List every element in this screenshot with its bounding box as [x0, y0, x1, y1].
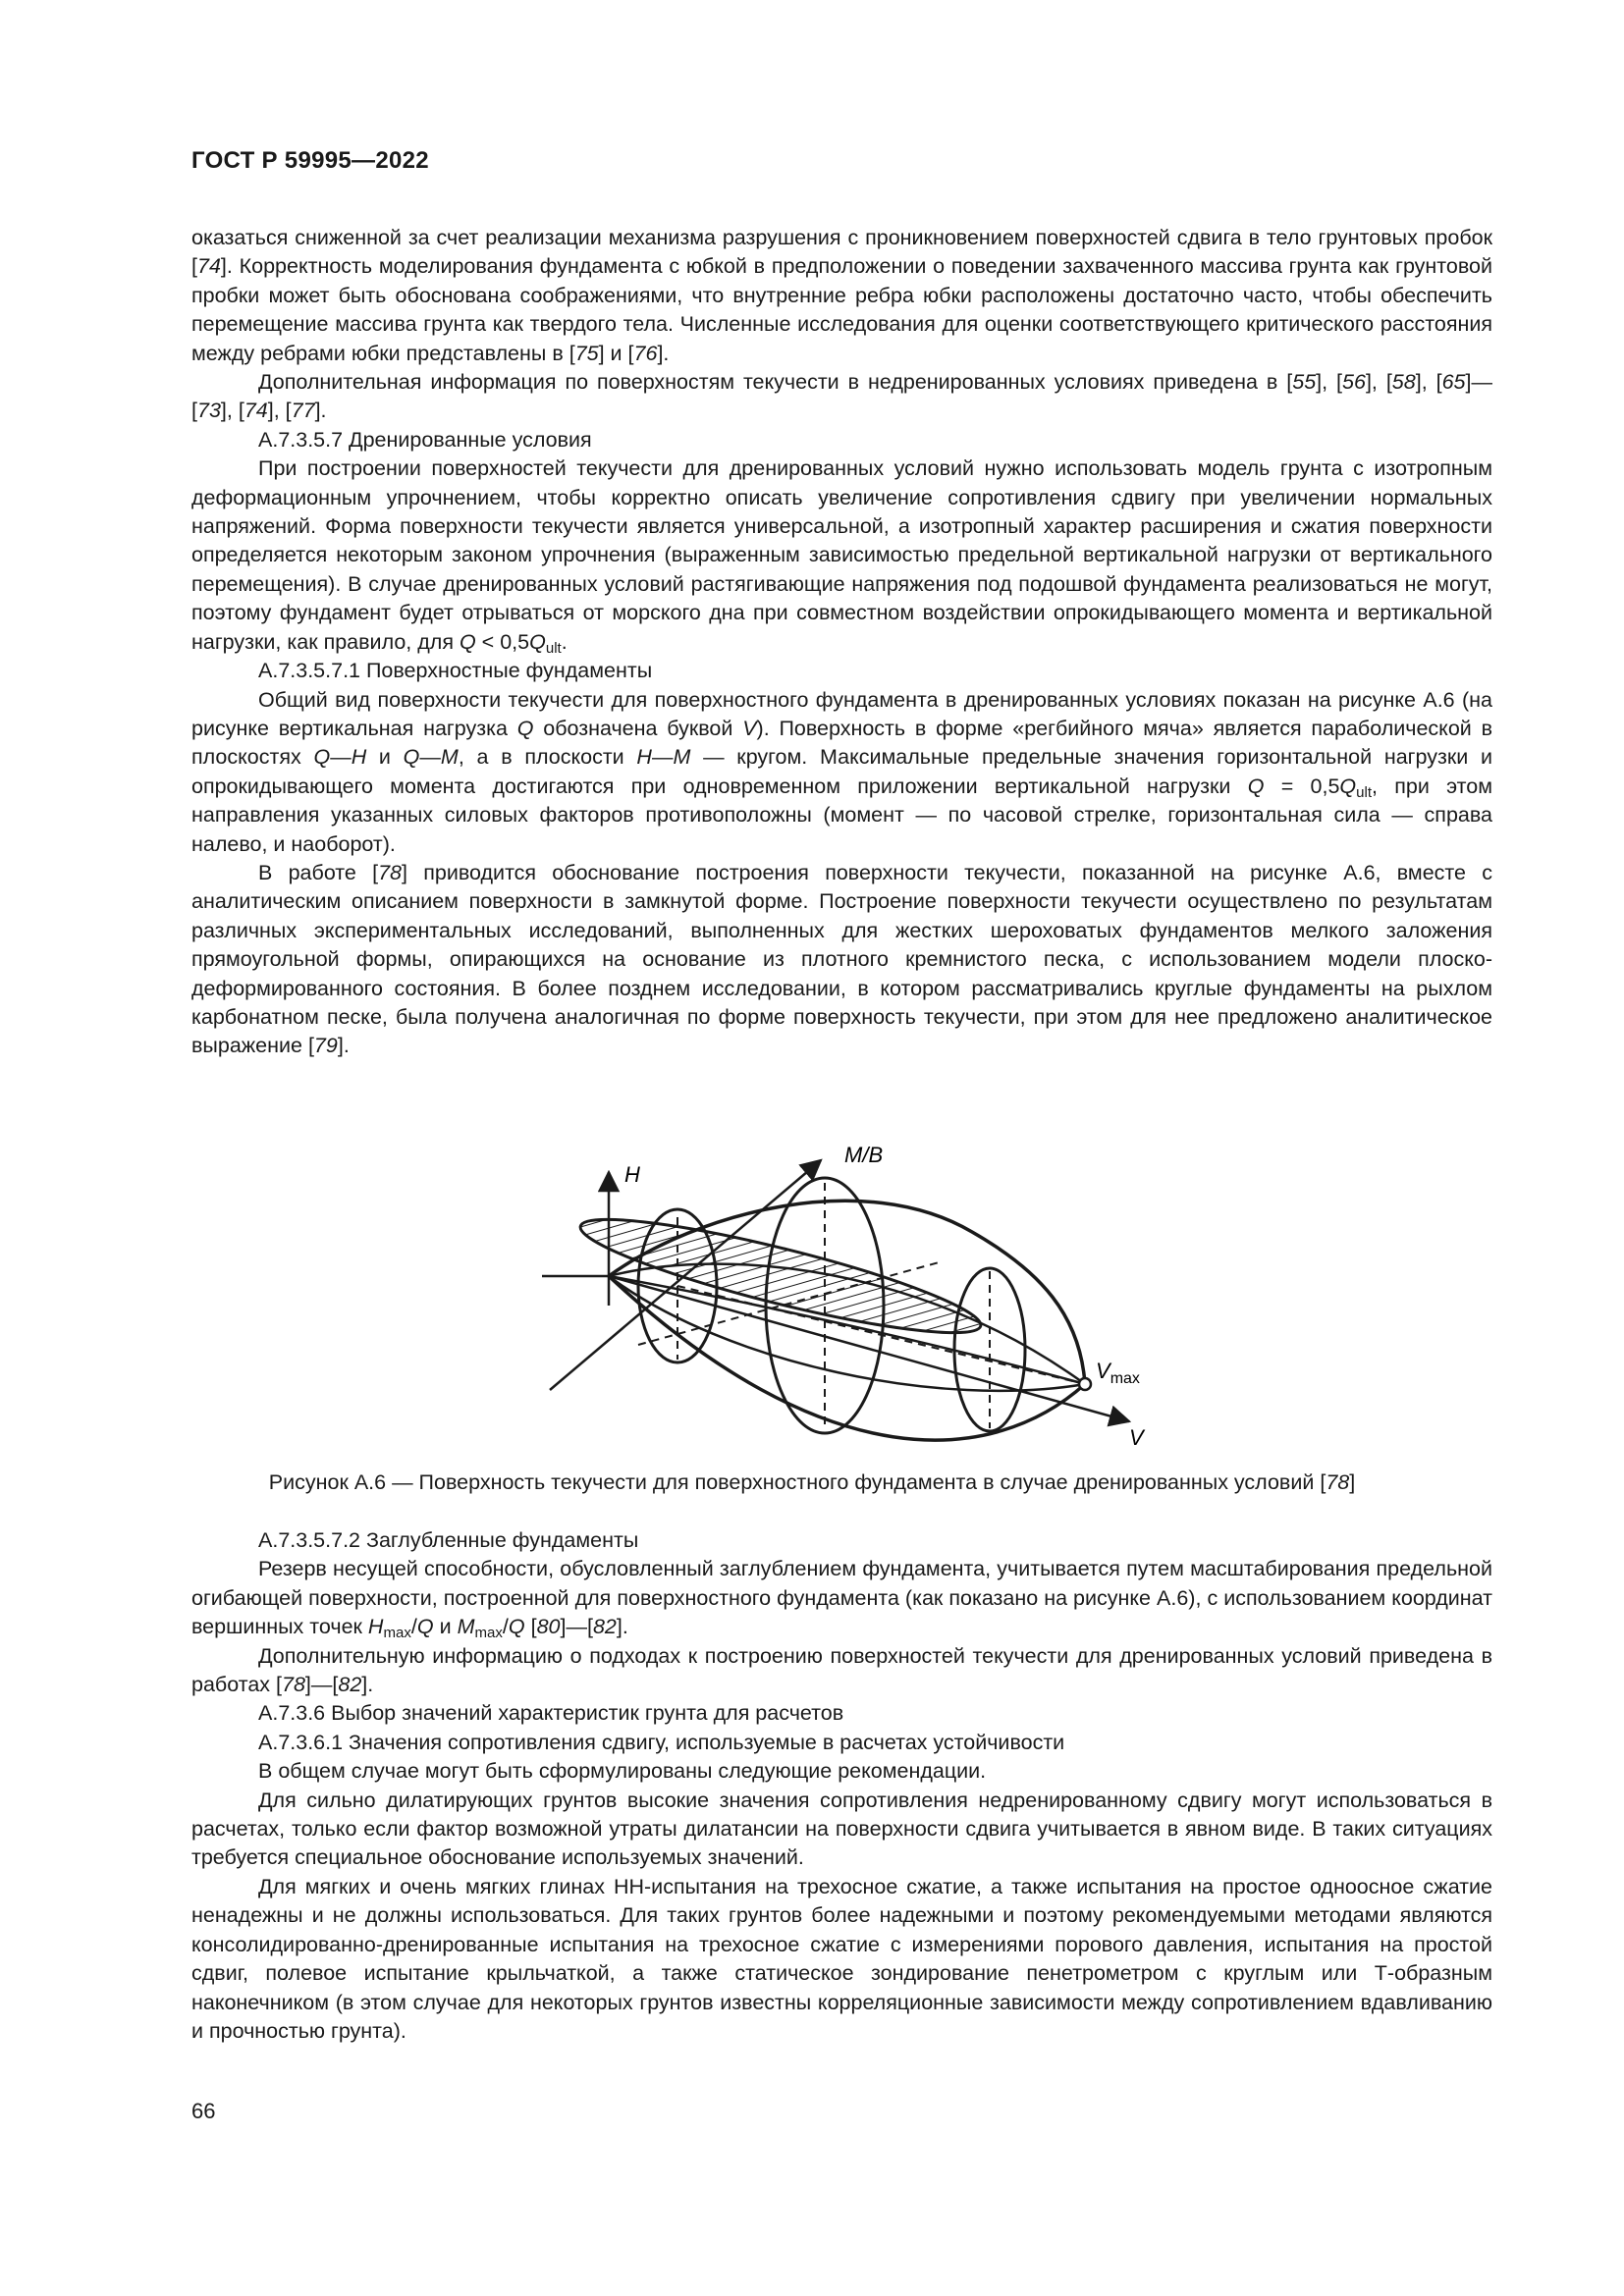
vmax-point: [1079, 1378, 1091, 1390]
body-text-bottom: [191, 1526, 1492, 2046]
top-paragraph: В работе [78] приводится обоснование построения поверхности текучести, показанной на рисунке А.6, вместе с аналитическим описанием поверхности в замкнутой форме. Построение поверхности текучести осуществлено по результатам различных экспериментальных исследований, выполненных для жестких шероховатых фундаментов мелкого заложения прямоугольной формы, опирающихся на основание из плотного кремнистого песка, с использованием модели плоско-деформированного состояния. В более позднем исследовании, в котором рассматривались круглые фундаменты на рыхлом карбонатном песке, была получена аналогичная по форме поверхность текучести, при этом для нее предложено аналитическое выражение [79].: [191, 860, 1492, 1058]
figure-caption: Рисунок А.6 — Поверхность текучести для поверхностного фундамента в случае дренированных условий [78]: [268, 1470, 1356, 1494]
top-paragraph: Общий вид поверхности текучести для поверхностного фундамента в дренированных условиях показан на рисунке А.6 (на рисунке вертикальная нагрузка Q обозначена буквой V). Поверхность в форме «регбийного мяча» является параболической в плоскостях Q—H и Q—M, а в плоскости H—M — кругом. Максимальные предельные значения горизонтальной нагрузки и опрокидывающего момента достигаются при одновременном приложении вертикальной нагрузки $Q = 0,5Q_{ult}$, при этом направления указанных силовых факторов противоположны (момент — по часовой стрелке, горизонтальная сила — справа налево, и наоборот).: [191, 687, 1493, 856]
bottom-paragraph: Для сильно дилатирующих грунтов высокие значения сопротивления недренированному сдвигу могут использоваться в расчетах, только если фактор возможной утраты дилатансии на поверхности сдвига учитывается в явном виде. В таких ситуациях требуется специальное обоснование используемых значений.: [191, 1788, 1492, 1870]
figure-yield-surface: [530, 1139, 1159, 1463]
label-h: H: [624, 1162, 640, 1187]
document-header: ГОСТ Р 59995—2022: [191, 147, 429, 174]
yield-surface-diagram: [530, 1139, 1159, 1463]
body-text-top: [191, 224, 1492, 1061]
top-paragraph: При построении поверхностей текучести для дренированных условий нужно использовать модель грунта с изотропным деформационным упрочнением, чтобы корректно описать увеличение сопротивления сдвигу при увеличении нормальных напряжений. Форма поверхности текучести является универсальной, а изотропный характер расширения и сжатия поверхности определяется некоторым законом упрочнения (выраженным зависимостью предельной вертикальной нагрузки от вертикального перемещения). В случае дренированных условий растягивающие напряжения под подошвой фундамента реализоваться не могут, поэтому фундамент будет отрываться от морского дна при совместном воздействии опрокидывающего момента и вертикальной нагрузки, как правило, для $Q < 0,5Q_{ult}$.: [191, 456, 1492, 657]
label-vmax: $V_{max}$: [1096, 1359, 1140, 1387]
bottom-paragraph: А.7.3.5.7.2 Заглубленные фундаменты: [258, 1528, 639, 1552]
bottom-paragraph: В общем случае могут быть сформулированы следующие рекомендации.: [258, 1759, 987, 1784]
top-paragraph: А.7.3.5.7.1 Поверхностные фундаменты: [258, 659, 653, 683]
top-paragraph: Дополнительная информация по поверхностям текучести в недренированных условиях приведена в [55], [56], [58], [65]—[73], [74], [77].: [191, 370, 1492, 423]
bottom-paragraph: Для мягких и очень мягких глинах НН-испытания на трехосное сжатие, а также испытания на простое одноосное сжатие ненадежны и не должны использоваться. Для таких грунтов более надежными и поэтому рекомендуемыми методами являются консолидированно-дренированные испытания на трехосное сжатие с измерениями порового давления, испытания на простой сдвиг, полевое испытание крыльчаткой, а также статическое зондирование пенетрометром с круглым или Т-образным наконечником (в этом случае для некоторых грунтов известны корреляционные зависимости между сопротивлением вдавливанию и прочностью грунта).: [191, 1874, 1492, 2043]
page-number: 66: [191, 2099, 216, 2123]
label-mb: M/B: [844, 1143, 884, 1167]
bottom-paragraph: А.7.3.6 Выбор значений характеристик грунта для расчетов: [258, 1701, 844, 1726]
label-v: V: [1129, 1425, 1144, 1450]
top-paragraph: А.7.3.5.7 Дренированные условия: [258, 427, 592, 452]
top-paragraph: оказаться сниженной за счет реализации механизма разрушения с проникновением поверхностей сдвига в тело грунтовых пробок [74]. Корректность моделирования фундамента с юбкой в предположении о поведении захваченного массива грунта как грунтовой пробки может быть обоснована соображениями, что внутренние ребра юбки расположены достаточно часто, чтобы обеспечить перемещение массива грунта как твердого тела. Численные исследования для оценки соответствующего критического расстояния между ребрами юбки представлены в [75] и [76].: [191, 226, 1492, 365]
bottom-paragraph: А.7.3.6.1 Значения сопротивления сдвигу, используемые в расчетах устойчивости: [258, 1730, 1065, 1754]
bottom-paragraph: Дополнительную информацию о подходах к построению поверхностей текучести для дренированных условий приведена в работах [78]—[82].: [191, 1643, 1492, 1697]
bottom-paragraph: Резерв несущей способности, обусловленный заглублением фундамента, учитывается путем масштабирования предельной огибающей поверхности, построенной для поверхностного фундамента (как показано на рисунке А.6), с использованием координат вершинных точек $H_{max}/Q$ и $M_{max}/Q$ [80]—[82].: [191, 1557, 1492, 1642]
